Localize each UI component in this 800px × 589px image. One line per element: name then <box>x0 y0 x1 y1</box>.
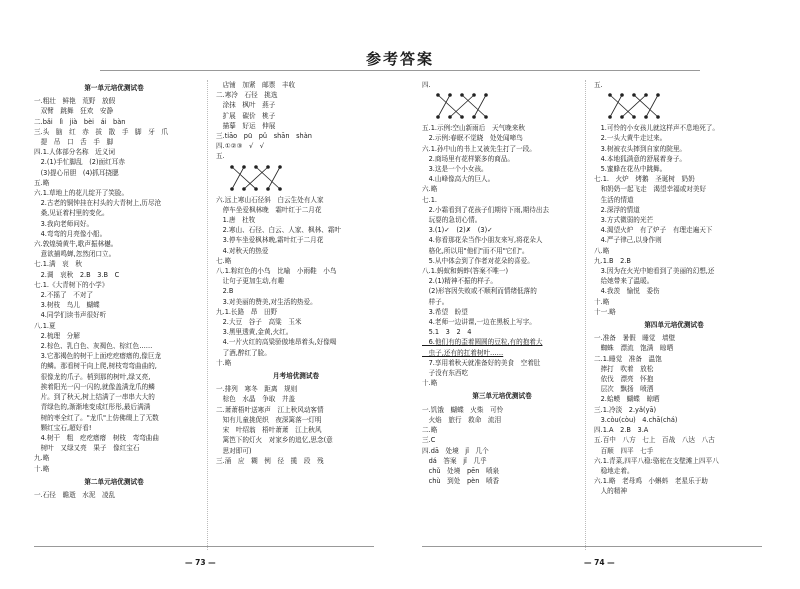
answer-line: 四.1.人体部分名称 近义词 <box>34 148 115 157</box>
answer-line: chǔ 处境 pēn 喷泉 <box>422 466 500 475</box>
answer-line: 九.1.B 2.B <box>594 256 631 265</box>
answer-line: 4.你看那花朵当作小朋友来写,将花朵人 <box>422 236 543 245</box>
answer-line: 4.渴望火炉 有了炉子 有理走遍天下 <box>594 226 713 235</box>
answer-line: 四.1.A 2.B 3.A <box>594 426 649 435</box>
answer-line: 意欲捕鸣蝉,忽然闭口立。 <box>34 250 116 259</box>
answer-line: 思对即可) <box>216 446 252 455</box>
answer-line: 4.严子律己,以身作则 <box>594 236 662 245</box>
answer-line: 十.略 <box>594 297 610 306</box>
answer-line: 四.①②③ √ √ <box>216 142 265 151</box>
answer-line: 虫子,还有的扛着树叶…… <box>422 348 504 357</box>
answer-line: 十.略 <box>34 464 50 473</box>
answer-column-3 <box>422 80 582 486</box>
match-line <box>450 95 474 117</box>
answer-column-4 <box>594 80 754 497</box>
match-line <box>232 167 256 189</box>
answer-line: 涂抹 枫叶 燕子 <box>216 101 276 110</box>
answer-line: 十一.略 <box>594 307 616 316</box>
answer-line: 二.bǎi lì jià bèi ái bàn <box>34 117 126 126</box>
answer-line: 八.略 <box>594 246 610 255</box>
matching-diagram <box>226 163 286 193</box>
answer-line: 2.一头大黄牛走过来。 <box>594 134 667 143</box>
answer-line: 3.我向老师问好。 <box>34 219 94 228</box>
match-line <box>610 95 622 117</box>
answer-line: 篱笆下的灯火 对家乡的追忆,思念(意 <box>216 436 333 445</box>
answer-column-1 <box>34 80 194 500</box>
answer-line: 3.树枝 鸟儿 蝴蝶 <box>34 301 100 310</box>
answer-line: 九.1.长路 昂 田野 <box>216 307 278 316</box>
answer-line: 青绿色的,渐渐地变成红彤彤,最后满满 <box>34 403 151 412</box>
answer-line: 五.百中 八方 七上 百战 八达 八古 <box>594 436 715 445</box>
answer-line: 了酒,醉红了脸。 <box>216 348 271 357</box>
answer-line: 2.小霜看到了花孩子们期待下雨,期待出去 <box>422 205 550 214</box>
answer-line: 提 吊 口 舌 手 脚 <box>34 138 114 147</box>
answer-line: 扩展 碳价 桃子 <box>216 111 276 120</box>
answer-line: 三.头 脑 红 赤 拔 散 手 脚 牙 爪 <box>34 127 168 136</box>
answer-line: 五. <box>216 152 225 161</box>
title-rule <box>100 70 700 71</box>
match-line <box>438 95 462 117</box>
answer-line: 层次 飘扬 喷洒 <box>594 385 654 394</box>
answer-line: 双臂 跳舞 狂欢 安静 <box>34 107 114 116</box>
answer-line: 九.略 <box>34 454 50 463</box>
answer-line: 4.一片火红的高粱骄傲地昂着头,好像喝 <box>216 338 337 347</box>
match-line <box>462 95 486 117</box>
answer-line: 1.唐 杜牧 <box>216 216 256 225</box>
answer-line: 颗红宝石,超好看! <box>34 423 92 432</box>
section-heading: 第四单元培优测试卷 <box>644 321 704 330</box>
answer-line: 4.对秋天的热爱 <box>216 246 269 255</box>
answer-line: 3.希望 盼望 <box>422 307 468 316</box>
answer-line: 4.我羡 愉悦 委伤 <box>594 287 660 296</box>
answer-line: 样子。 <box>422 297 449 306</box>
answer-line: 一.准备 暑假 睡觉 墙壁 <box>594 334 676 343</box>
match-line <box>268 167 280 189</box>
section-heading: 第三单元培优测试卷 <box>472 392 532 401</box>
column-separator <box>207 80 208 550</box>
answer-line: 玩耍的急切心情。 <box>422 216 482 225</box>
answer-line: 二.1.睡觉 准备 温饱 <box>594 354 662 363</box>
answer-line: 3.停车坐爱枫林晚,霜叶红于二月花 <box>216 236 324 245</box>
answer-line: 树叶 又绿又亮 果子 像红宝石 <box>34 444 140 453</box>
match-line <box>646 95 658 117</box>
page-number-right: — 74 — <box>584 558 615 567</box>
answer-line: 挨着阳光一闪一闪的,就像盖满龙爪的鳞 <box>34 382 155 391</box>
answer-line: 子没有东西吃 <box>422 369 469 378</box>
answer-line: 二.略 <box>422 426 438 435</box>
answer-line: 稳地走着。 <box>594 466 634 475</box>
answer-line: 很像龙的爪子。梢到那的树叶,绿又亮, <box>34 372 151 381</box>
answer-line: 蜘蛛 漂流 饱满 晾晒 <box>594 344 674 353</box>
answer-line: 4.山峰像高大的巨人。 <box>422 175 495 184</box>
answer-line: 2.示例:春眠不觉晓 处处闻啼鸟 <box>422 134 523 143</box>
answer-line: 七.略 <box>216 256 232 265</box>
answer-line: 桑,见证着村里的变化。 <box>34 209 109 218</box>
answer-line: 2.B <box>216 287 234 296</box>
footer-rule-right <box>422 546 762 547</box>
answer-line: 2.蛤蟆 蝴蝶 晾晒 <box>594 395 660 404</box>
answer-line: 4.弯弯的月亮像小船。 <box>34 229 107 238</box>
answer-line: 3.黑里透黄,金黄,火红。 <box>216 328 293 337</box>
answer-line: 2.古老的铜钟挂在村头的大青树上,历尽沧 <box>34 199 162 208</box>
answer-line: 六.1.青菜,四平八稳:骆驼在支壁滩上四平八 <box>594 456 719 465</box>
answer-line: 人的精神 <box>594 487 627 496</box>
answer-line: 十.略 <box>216 358 232 367</box>
answer-line: 4.树干 粗 疙疙瘩瘩 树枝 弯弯曲曲 <box>34 433 159 442</box>
answer-line: 2.大豆 谷子 高粱 玉米 <box>216 318 302 327</box>
section-heading: 第一单元培优测试卷 <box>84 84 144 92</box>
answer-line: 百顺 四平 七手 <box>594 446 654 455</box>
section-heading: 月考培优测试卷 <box>272 372 320 381</box>
answer-line: 让句子更加生动,有趣 <box>216 277 285 286</box>
answer-line: 一.饥饿 蝴蝶 火柴 可怜 <box>422 405 504 414</box>
answer-line: 2.寒山、石径、白云、人家、枫林、霜叶 <box>216 226 341 235</box>
answer-line: 四.dā 处境 jǐ 几个 <box>422 446 489 455</box>
answer-line: 三.1.冷淡 2.yǎ(yā) <box>594 405 657 414</box>
answer-line: 4.老师一边讲课,一边在黑板上写字。 <box>422 318 536 327</box>
answer-line: 二.萧萧梧叶送寒声 江上秋风动客情 <box>216 405 324 414</box>
match-line <box>610 95 634 117</box>
answer-line: 六.1.草地上的花儿绽开了笑脸。 <box>34 189 129 198</box>
answer-line: 2.梳理 分解 <box>34 331 80 340</box>
answer-line: 4.本地狐满意的舒展着身子。 <box>594 154 687 163</box>
answer-line: 3.因为在火光中她看到了美丽的幻想,还 <box>594 267 715 276</box>
answer-line: 店铺 加紧 邮票 丰收 <box>216 81 296 89</box>
answer-line: 7.享用着秋天就准备好的美食 空着肚 <box>422 358 541 367</box>
answer-line: 三.tiāo pū pǔ shān shàn <box>216 132 312 141</box>
answer-line: 格化,所以用"他们"而不用"它们"。 <box>422 246 529 255</box>
answer-line: 2.深浮的情道 <box>594 205 640 214</box>
page-title: 参考答案 <box>365 50 434 68</box>
answer-line: 五.略 <box>34 178 50 187</box>
answer-line: 5.蜜蜂在花丛中跳舞。 <box>594 165 667 174</box>
match-line <box>474 95 486 117</box>
answer-line: 描摹 好运 伸展 <box>216 121 276 130</box>
answer-line: 七.1. 火炉 烤鹅 圣诞树 奶奶 <box>594 175 695 184</box>
matching-diagram <box>432 91 492 121</box>
answer-line: 2.商场里有花样繁多的商品。 <box>422 154 515 163</box>
answer-line: 2.棕色、乳白色、灰褐色、棕红色…… <box>34 342 153 351</box>
answer-line: 知有儿童挑促织 夜深篱落一灯明 <box>216 415 322 424</box>
answer-line: 3.(1)✓ (2)✗ (3)✓ <box>422 226 493 235</box>
answer-line: (3)提心吊胆 (4)抓耳挠腮 <box>34 168 119 177</box>
answer-line: 一.石径 瞻逝 水泥 凌乱 <box>34 490 116 499</box>
answer-line: 生活的情道 <box>594 195 634 204</box>
answer-line: 三.涌 应 糊 例 径 揽 段 残 <box>216 456 324 465</box>
answer-line: 八.1.蚂蚁和蚂蚱(答案不唯一) <box>422 267 509 276</box>
matching-diagram <box>604 91 664 121</box>
answer-line: 4.同学们读书声很好听 <box>34 311 107 320</box>
answer-line: dá 答案 jǐ 几乎 <box>422 456 487 465</box>
answer-line: 给她带来了温暖。 <box>594 277 654 286</box>
match-line <box>232 167 244 189</box>
answer-line: 六.远上寒山石径斜 白云生处有人家 <box>216 195 324 204</box>
answer-line: 二.寒冷 石径 挑选 <box>216 91 278 100</box>
answer-line: 六.略 <box>422 185 438 194</box>
answer-line: 五. <box>594 81 603 89</box>
answer-line: (2)形容因失败或不顺利而情绪低落的 <box>422 287 537 296</box>
answer-line: 2.(1)精神不振的样子。 <box>422 277 497 286</box>
match-line <box>622 95 646 117</box>
answer-line: 棕色 水晶 争取 井盖 <box>216 395 296 404</box>
answer-line: 3.对美丽的赞美,对生活的热爱。 <box>216 297 317 306</box>
section-heading: 第二单元培优测试卷 <box>84 477 144 486</box>
answer-column-2 <box>216 80 376 466</box>
answer-line: 和奶奶一起飞走 渴望幸福或对美好 <box>594 185 707 194</box>
answer-line: 2.(1)手忙脚乱 (2)面红耳赤 <box>34 158 125 167</box>
answer-line: 七.1.满 哀 秋 <box>34 260 82 269</box>
answer-line: 5.1 3 2 4 <box>422 328 472 337</box>
answer-line: 十.略 <box>422 379 438 388</box>
answer-line: 一.排列 寒冬 距离 规则 <box>216 385 298 394</box>
answer-line: chù 到处 pèn 喷香 <box>422 477 500 486</box>
answer-line: 五.1.示例:空山新雨后 天气晚来秋 <box>422 124 525 133</box>
answer-line: 七.1. <box>422 195 437 204</box>
answer-line: 一.粗壮 鲜艳 荒野 放假 <box>34 97 116 106</box>
page-number-left: — 73 — <box>185 558 216 567</box>
footer-rule-left <box>34 546 374 547</box>
answer-line: 六.敦煌骑黄牛,歌声振林樾。 <box>34 240 118 249</box>
match-line <box>256 167 280 189</box>
answer-line: 3.树被衣头摔到自家的院里。 <box>594 144 687 153</box>
answer-line: 的鳞。那看树干向上爬,树枝弯弯曲曲的, <box>34 362 157 371</box>
match-line <box>438 95 450 117</box>
answer-line: 3.còu(còu) 4.chā(chá) <box>594 415 678 424</box>
answer-line: 捧打 吹着 放松 <box>594 364 654 373</box>
answer-line: 树的枣全红了。"龙爪"上仿佛缀上了无数 <box>34 413 159 422</box>
answer-line: 2.不摇了 不对了 <box>34 291 94 300</box>
answer-line: 宋 叶绍翁 梧叶萧萧 江上秋风 <box>216 426 322 435</box>
answer-line: 火焰 旅行 救命 流泪 <box>422 415 502 424</box>
answer-line: 3.方式微弱的光芒 <box>594 216 654 225</box>
answer-line: 七.1.《大青树下的小学》 <box>34 280 109 289</box>
answer-line: 四. <box>422 81 431 89</box>
answer-line: 3.这是一个小女孩。 <box>422 165 488 174</box>
answer-line: 六.1.略 老母鸡 小蝌蚪 老星乐于助 <box>594 477 708 486</box>
answer-line: 6.他们有的歪着圆圆的豆粒,有的抱着大 <box>422 338 543 347</box>
column-separator <box>585 80 586 550</box>
answer-line: 六.1.孙中山的书上又被先生打了一段。 <box>422 144 536 153</box>
match-line <box>244 167 268 189</box>
answer-line: 1.可怜的小女孩儿就这样声不息地死了。 <box>594 124 719 133</box>
answer-line: 5.从中体会到了作者对花朵的喜爱。 <box>422 256 534 265</box>
match-line <box>634 95 658 117</box>
answer-line: 停车坐爱枫林晚 霜叶红于二月花 <box>216 205 322 214</box>
answer-line: 依伐 漂亮 怀抱 <box>594 375 654 384</box>
answer-line: 三.C <box>422 436 436 445</box>
answer-line: 3.它那褐色的树干上面疙疙瘩瘩的,像巨龙 <box>34 352 162 361</box>
answer-line: 八.1.夏 <box>34 321 56 330</box>
answer-line: 八.1.粽红色的小鸟 比喻 小雨鞋 小鸟 <box>216 267 337 276</box>
answer-line: 片。到了秋天,树上结满了一串串大大的 <box>34 393 155 402</box>
answer-line: 2.调 哀秋 2.B 3.B C <box>34 270 120 279</box>
